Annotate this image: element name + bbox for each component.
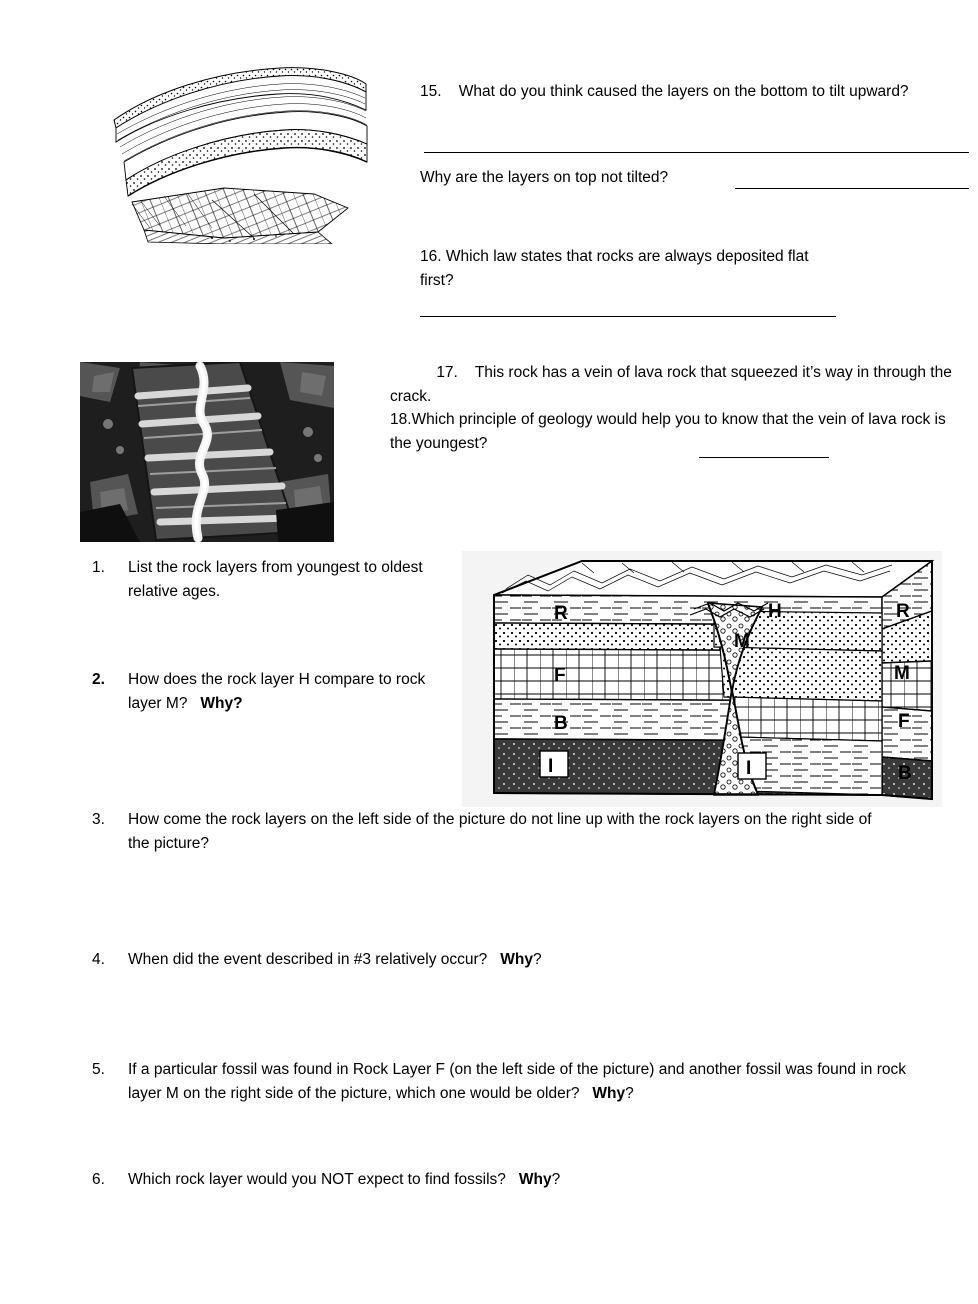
list-item-emphasis: Why [592,1085,626,1103]
list-item-text [128,1168,560,1192]
block-label-right-B: B [898,763,912,784]
list-item-text [128,1058,922,1106]
list-item-emphasis: Why [500,951,533,968]
list-item-number: 2. [92,671,105,688]
list-item [92,808,882,856]
svg-text:I: I [746,758,752,779]
list-item-tail: ? [625,1085,634,1103]
tilted-strata-figure [104,62,372,244]
question-15b [420,166,978,190]
list-item [92,1168,792,1192]
question-16 [420,245,840,293]
list-item-lead: How does the rock layer H compare to rock layer M? [128,671,426,713]
question-15 [420,80,970,104]
question-17-number: 17. [436,364,458,381]
block-label-right-R: R [896,601,910,622]
question-15-answer-line[interactable] [424,152,969,153]
block-label-M-center: M [734,631,750,652]
list-item-emphasis: Why [518,1171,552,1188]
list-item-text [128,948,542,972]
question-16-answer-line[interactable] [420,316,836,317]
block-label-left-B: B [554,713,568,734]
list-item-number: 3. [92,811,105,828]
question-15-number: 15. [420,83,442,100]
list-item-text: List the rock layers from youngest to oldest relative ages. [128,559,423,601]
list-item-text [128,668,462,716]
list-item-number: 4. [92,951,105,968]
list-item-number: 1. [92,559,105,576]
block-diagram-figure [462,551,942,807]
block-label-left-I [540,751,568,777]
list-item [92,668,462,716]
question-18 [390,408,970,456]
question-18-text: 18.Which principle of geology would help you to know that the vein of lava rock is the youngest? [390,411,946,453]
list-item-tail: ? [532,951,542,968]
block-label-left-F: F [554,665,566,686]
question-16-text: 16. Which law states that rocks are always deposited flat first? [420,248,809,290]
block-label-center-I [738,753,766,779]
list-item-emphasis: Why? [200,695,243,713]
question-15b-text: Why are the layers on top not tilted? [420,169,669,186]
list-item-tail: ? [551,1171,561,1188]
list-item [92,948,792,972]
block-label-right-F: F [898,711,910,732]
lava-vein-photo-image [80,362,334,542]
block-diagram-drawing [462,551,942,807]
list-item-text: How come the rock layers on the left side of the picture do not line up with the rock layers on the right side of the picture? [128,811,872,853]
list-item-number: 6. [92,1171,105,1188]
lava-vein-photo [80,362,334,542]
list-item [92,556,452,604]
question-17-text: This rock has a vein of lava rock that squeezed it’s way in through the crack. [390,364,952,406]
list-item-lead: Which rock layer would you NOT expect to find fossils? [128,1171,506,1188]
list-item [92,1058,922,1106]
list-item-lead: If a particular fossil was found in Rock Layer F (on the left side of the picture) and another fossil was found in rock layer M on the right side of the picture, which one would be older? [128,1061,906,1103]
list-item-lead: When did the event described in #3 relatively occur? [128,951,488,968]
svg-text:I: I [548,756,554,777]
list-item-number: 5. [92,1061,105,1078]
question-15b-answer-line[interactable] [735,188,969,189]
question-17 [390,361,970,409]
block-label-left-R: R [554,603,568,624]
question-15-text: What do you think caused the layers on the bottom to tilt upward? [458,83,909,100]
tilted-strata-drawing [104,62,372,244]
block-label-H: H [768,601,782,622]
block-label-right-M: M [894,663,910,684]
question-18-answer-line[interactable] [699,457,829,458]
